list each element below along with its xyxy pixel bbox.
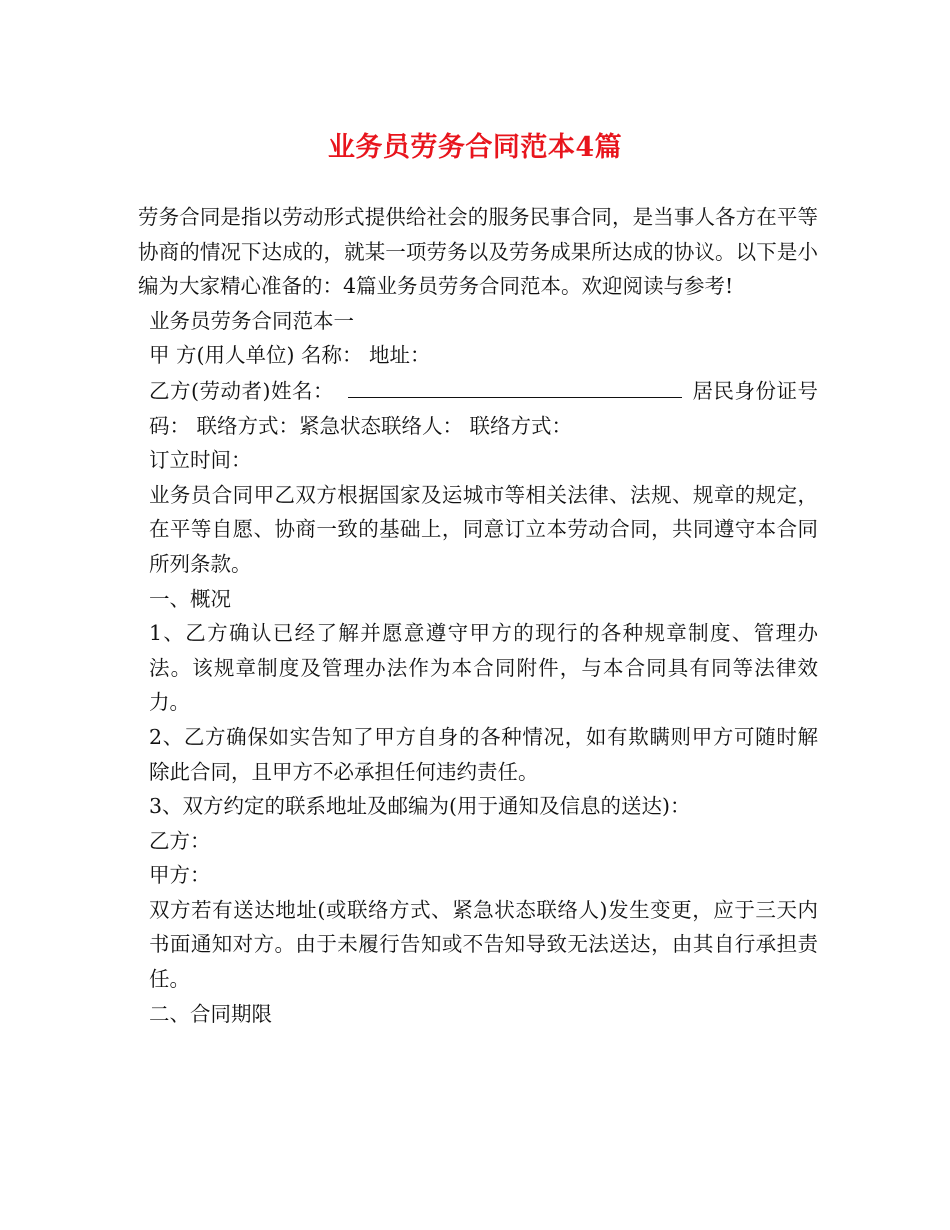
document-body [138, 200, 818, 1031]
party-a-address-line: 甲方： [149, 863, 211, 888]
preamble-paragraph: 业务员合同甲乙双方根据国家及运城市等相关法律、法规、规章的规定，在平等自愿、协商一致的基础上，同意订立本劳动合同，共同遵守本合同所列条款。 [149, 482, 818, 576]
party-b-contact-text: 居民身份证号码： 联络方式：紧急状态联络人： 联络方式： [149, 378, 818, 438]
document-title: 业务员劳务合同范本4篇 [327, 132, 623, 163]
address-change-paragraph: 双方若有送达地址(或联络方式、紧急状态联络人)发生变更，应于三天内书面通知对方。由于未履行告知或不告知导致无法送达，由其自行承担责任。 [149, 897, 818, 992]
party-b-name-label: 乙方(劳动者)姓名： [149, 378, 334, 403]
clause-3: 3、双方约定的联系地址及邮编为(用于通知及信息的送达)： [149, 794, 691, 819]
intro-paragraph: 劳务合同是指以劳动形式提供给社会的服务民事合同，是当事人各方在平等协商的情况下达成的，就某一项劳务以及劳务成果所达成的协议。以下是小编为大家精心准备的：4篇业务员劳务合同范本。欢迎阅读与参考! [138, 205, 818, 299]
signing-date-line: 订立时间： [149, 448, 252, 473]
section-heading-overview: 一、概况 [149, 586, 231, 611]
party-b-address-line: 乙方： [149, 828, 211, 853]
section-heading-sample-one: 业务员劳务合同范本一 [149, 308, 354, 333]
party-a-line: 甲 方(用人单位) 名称： 地址： [149, 343, 431, 368]
clause-1: 1、乙方确认已经了解并愿意遵守甲方的现行的各种规章制度、管理办法。该规章制度及管理办法作为本合同附件，与本合同具有同等法律效力。 [149, 621, 818, 715]
name-blank-line [348, 373, 682, 398]
clause-2: 2、乙方确保如实告知了甲方自身的各种情况，如有欺瞒则甲方可随时解除此合同，且甲方不必承担任何违约责任。 [149, 724, 818, 784]
section-heading-term: 二、合同期限 [149, 1001, 272, 1026]
party-b-block [138, 373, 818, 443]
